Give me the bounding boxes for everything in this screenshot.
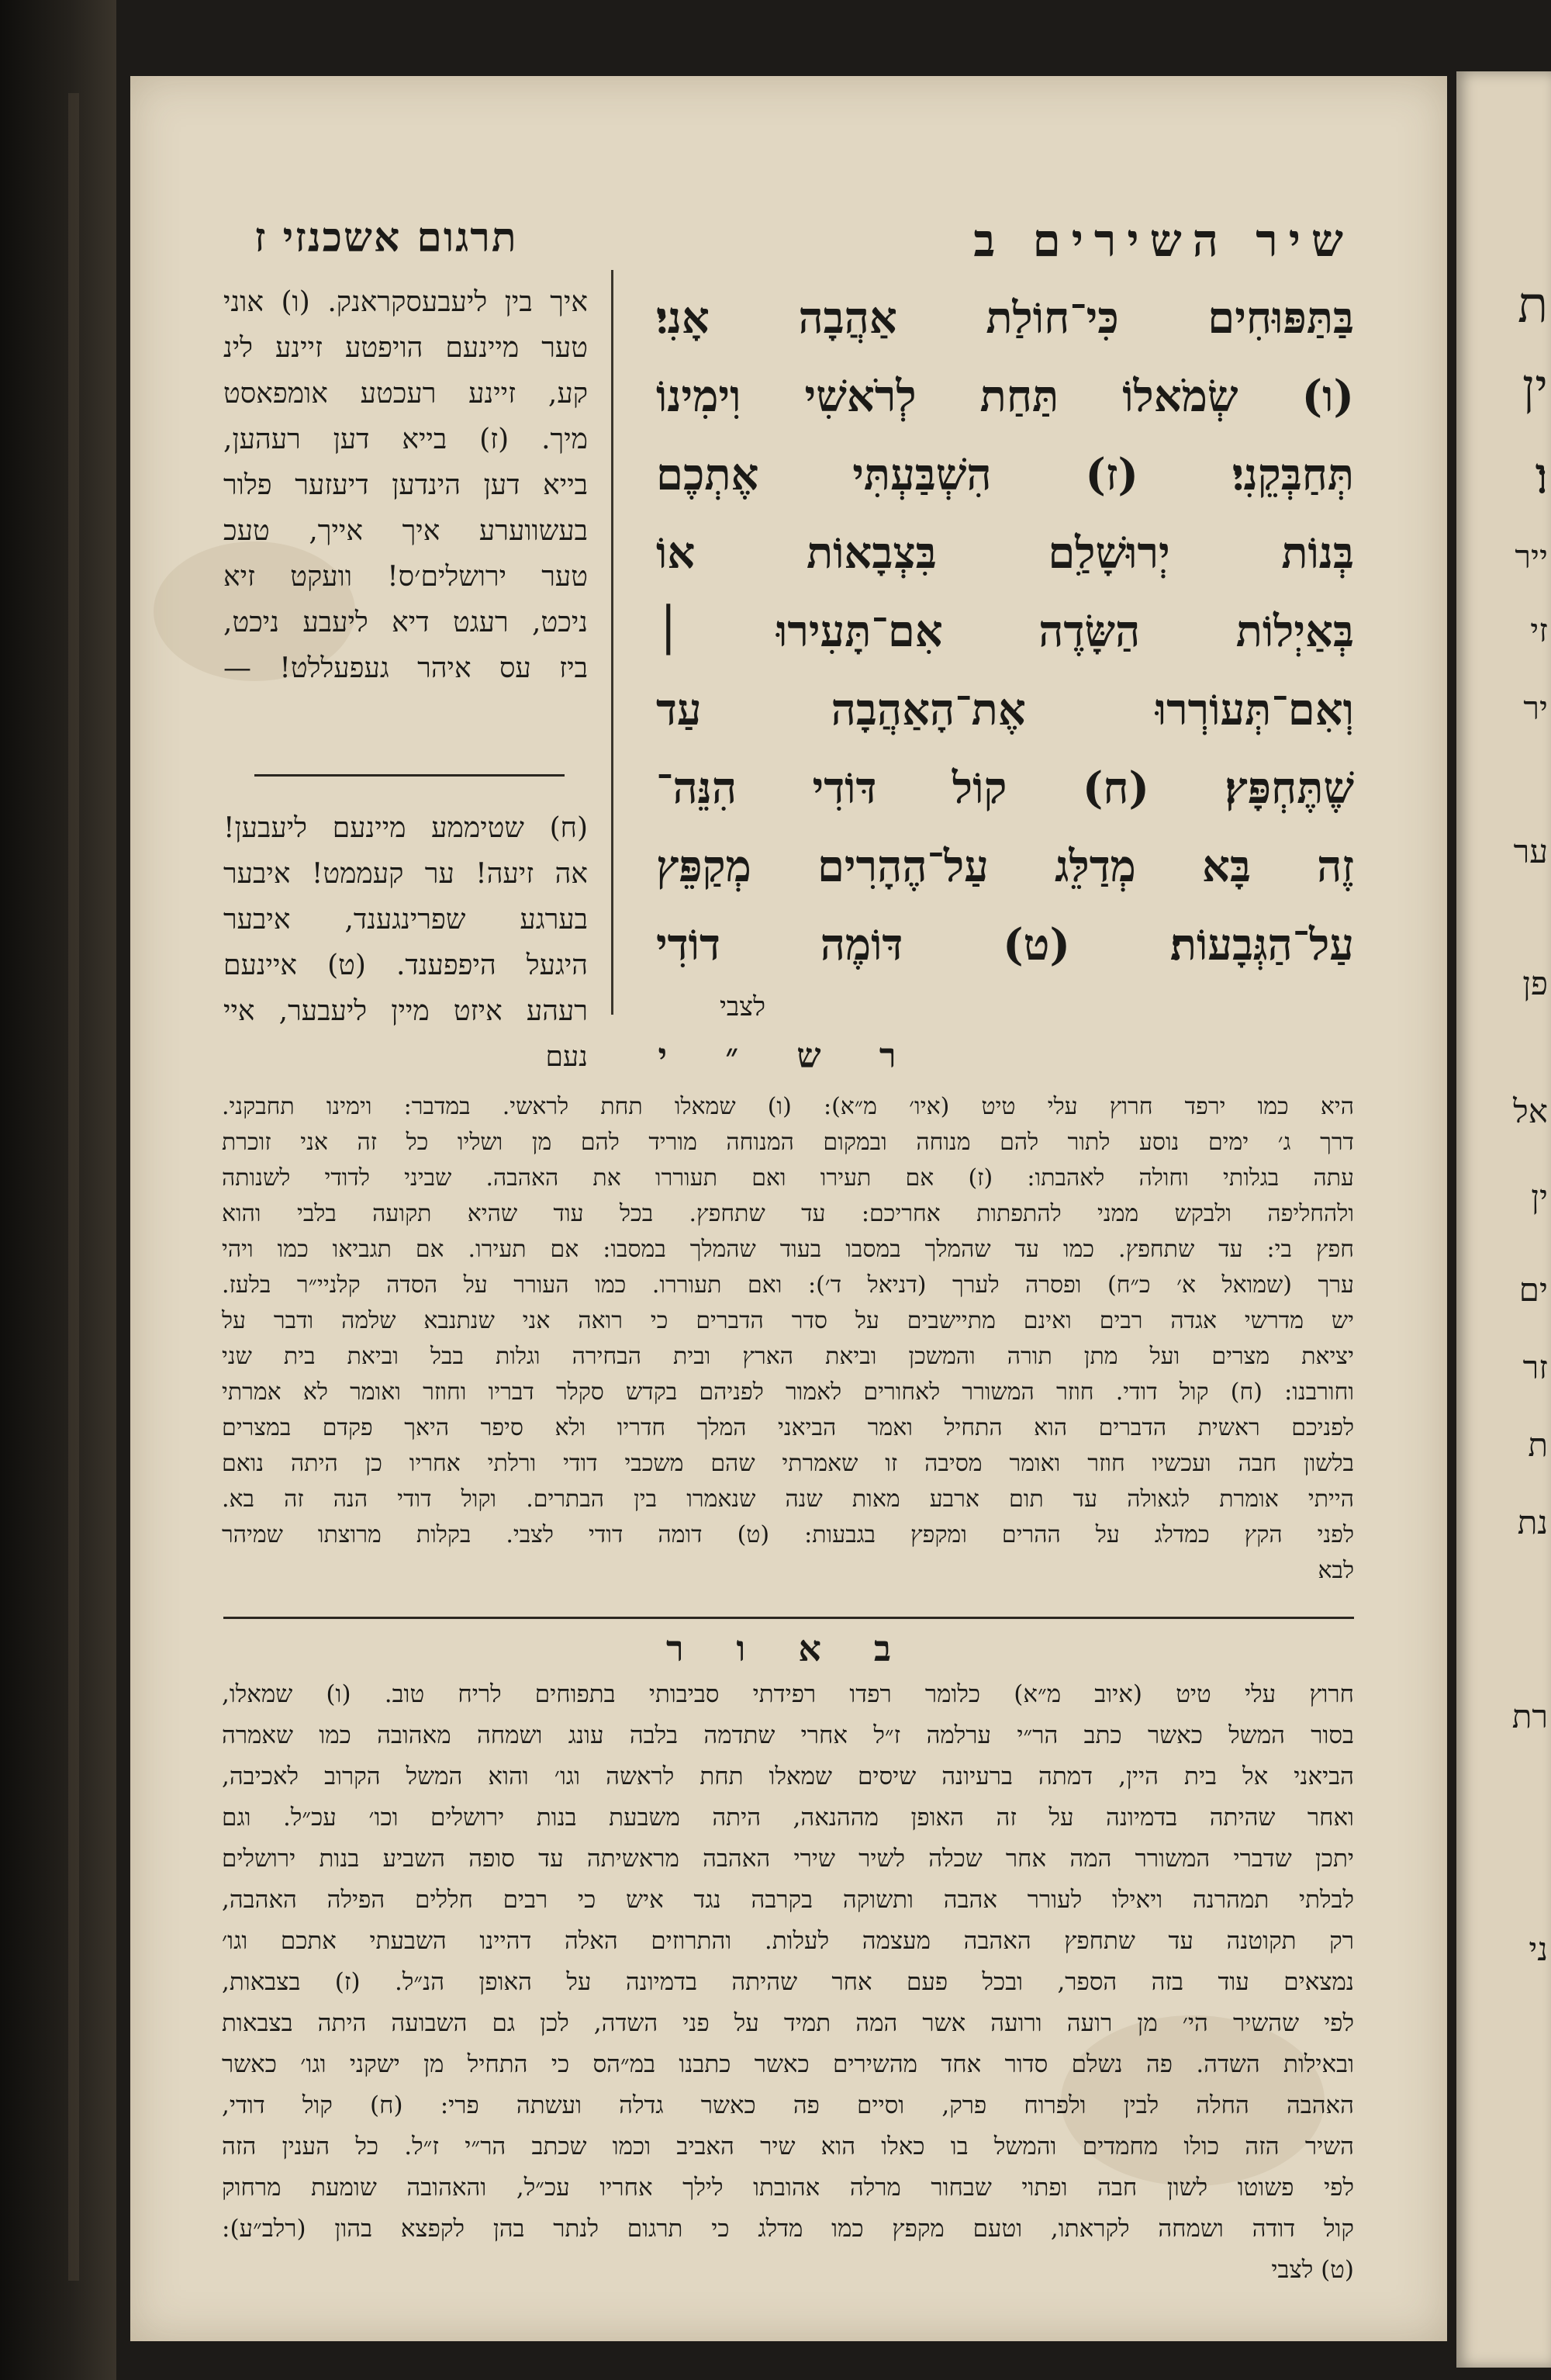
commentary-line: ובאילות השדה. פה נשלם סדור אחד מהשירים כאשר כתבנו במ״הס כי התחיל מן ישקני וגו׳ כאשר xyxy=(222,2050,1354,2078)
translation-line: טער מיינעם הויפטע זיינע לינ xyxy=(223,332,588,364)
book-cover-edge xyxy=(0,0,116,2380)
translation-line: ביז עס איהר געפעללט! — xyxy=(223,652,588,684)
commentary-line: ערך (שמואל א׳ כ״ח) ופסרה לערך (דניאל ד׳): ואם תעוררו. כמו העורר על הסדה קלניי״ר בלעז. xyxy=(222,1271,1354,1299)
commentary-line: לפי פשוטו לשון חבה ופתוי שבחור מרלה אהובתו לילך אחריו עכ״ל, והאהובה שומעת מרחוק xyxy=(222,2174,1354,2202)
facing-fragment: ת xyxy=(1528,1426,1548,1464)
commentary-line: רק תקוטנה עד שתחפץ האהבה מעצמה לעלות. והתרוזים האלה דהיינו השבעתי אתכם וגו׳ xyxy=(222,1927,1354,1955)
translation-line: (ח) שטיממע מיינעם ליעבען! xyxy=(223,812,588,844)
verse-line: תְּחַבְּקֵנִי׃ (ז) הִשְׁבַּעְתִּי אֶתְכֶם xyxy=(656,449,1354,500)
commentary-line: הייתי אומרת לגאולה עד תום ארבע מאות שנה שנאמרו בין הבתרים. וקול דודי הנה זה בא. xyxy=(222,1486,1354,1513)
commentary-line: (ט) לצבי xyxy=(1271,2256,1354,2284)
verse-line: וְאִם־תְּעוֹרְרוּ אֶת־הָאַהֲבָה עַד xyxy=(656,684,1354,735)
commentary-line: השיר הזה כולו מחמדים והמשל בו כאלו הוא שיר האביב וכמו שכתב הר״י ז״ל. כל הענין הזה xyxy=(222,2133,1354,2160)
facing-fragment: ער xyxy=(1513,832,1548,870)
facing-fragment: זי xyxy=(1530,611,1548,649)
column-divider xyxy=(611,270,613,1015)
translation-line: אה זיעה! ער קעממט! איבער xyxy=(223,858,588,890)
biur-commentary xyxy=(222,1674,1354,2291)
rashi-commentary xyxy=(222,1089,1354,1589)
facing-fragment: ייר xyxy=(1515,538,1548,576)
facing-fragment: ני xyxy=(1529,1930,1548,1968)
commentary-line: חרוץ עלי טיט (איוב מ״א) כלומר רפדו רפידתי סביבותי בתפוחים לריח טוב. (ו) שמאלו, xyxy=(222,1680,1354,1708)
commentary-line: לפניכם ראשית הדברים הוא התחיל ואמר הביאני המלך חדריו ולא סיפר היאך פקדם במצרים xyxy=(222,1414,1354,1441)
biur-heading: ב א ו ר xyxy=(665,1628,912,1669)
facing-fragment: ין xyxy=(1531,1178,1548,1216)
commentary-line: לבלתי תמהרנה ויאילו לעורר אהבה ותשוקה בקרבה נגד איש כי רבים חללים הפילה האהבה, xyxy=(222,1886,1354,1914)
commentary-line: נמצאים עוד בזה הספר, ובכל פעם אחר שהיתה בדמיונה על האופן הנ״ל. (ז) בצבאות, xyxy=(222,1968,1354,1996)
commentary-line: ואחר שהיתה בדמיונה על זה האופן מההנאה, היתה משבעת בנות ירושלים וכו׳ עכ״ל. וגם xyxy=(222,1804,1354,1832)
german-translation-a xyxy=(223,279,588,691)
commentary-line: דרך ג׳ ימים נוסע לתור להם מנוחה ובמקום המנוחה מוריד להם מן ושליו כל זה אני זוכרת xyxy=(222,1129,1354,1156)
translation-line: מיך. (ז) בייא דען רעהען, xyxy=(223,424,588,455)
facing-page-edge xyxy=(1456,71,1551,2368)
facing-fragment: ת xyxy=(1517,277,1548,334)
commentary-line: לפני הקץ כמדלג על ההרים ומקפץ בגבעות: (ט) דומה דודי לצבי. בקלות מרוצתו שמיהר xyxy=(222,1521,1354,1548)
book-page xyxy=(130,76,1447,2341)
rashi-heading: ר ש ״ י xyxy=(658,1036,920,1076)
verse-line: בְּאַיְלוֹת הַשָּׂדֶה אִם־תָּעִירוּ ׀ xyxy=(656,606,1354,657)
section-divider xyxy=(223,1617,1354,1619)
commentary-line: בסור המשל כאשר כתב הר״י ערלמה ז״ל אחרי שתדמה בלבה עונג ושמחה מאהובה כמו שאמרה xyxy=(222,1721,1354,1749)
commentary-line: יציאת מצרים ועל מתן תורה והמשכן וביאת הארץ ובית הבחירה וגלות בבל וביאת בית שני xyxy=(222,1343,1354,1370)
translation-line: בייא דען הינדען דיעזער פלור xyxy=(223,469,588,501)
translation-line: בעשווערע איך אייך, טעכ xyxy=(223,515,588,547)
commentary-line: היא כמו ירפד חרוץ עלי טיט (איו׳ מ״א): (ו) שמאלו תחת לראשי. במדבר: וימינו תחבקני. xyxy=(222,1093,1354,1120)
commentary-line: וחורבנו: (ח) קול דודי. חוזר המשורר לאחורים לאמור לפניהם בקדש סקלר דבריו וחוזר ואומר לא אמרתי xyxy=(222,1379,1354,1406)
translation-line: היגעל היפפענד. (ט) איינעם xyxy=(223,950,588,981)
facing-fragment: רת xyxy=(1511,1697,1548,1735)
commentary-line: עתה בגלותי וחולה לאהבתו: (ז) אם תעירו ואם תעוררו את האהבה. שביני לדודי לשנותה xyxy=(222,1164,1354,1192)
translation-line: רעהע איזט מיין ליעבער, איי xyxy=(223,995,588,1027)
commentary-line: חפץ בי: עד שתחפץ. כמו עד שהמלך במסבו בעוד שהמלך במסבו: אם תעירו. אם תגביאו כמו ויהי xyxy=(222,1236,1354,1263)
facing-fragment: זר xyxy=(1522,1348,1548,1386)
facing-fragment: אל xyxy=(1513,1092,1548,1130)
running-head-title: שיר השירים ב xyxy=(973,214,1354,267)
verse-line: בְּנוֹת יְרוּשָׁלַ͏ִם בִּצְבָאוֹת אוֹ xyxy=(656,528,1354,579)
verse-line: שֶׁתֶּחְפָּץ׃ (ח) קוֹל דּוֹדִי הִנֵּה־ xyxy=(656,763,1354,814)
commentary-line: לפי שהשיר הי׳ מן רועה ורועה אשר המה תמיד על פני השדה, לכן גם השבועה היתה בצבאות xyxy=(222,2009,1354,2037)
translation-line: בערגע שפרינגענד, איבער xyxy=(223,904,588,936)
commentary-line: הביאני אל בית היין, דמתה ברעיונה שיסים שמאלו תחת לראשה וגו׳ והוא המשל הקרוב לאכיבה, xyxy=(222,1763,1354,1790)
commentary-line: בלשון חבה ועכשיו חוזר ואומר מסיבה זו שאמרתי שהם משכבי דודי ורלתי אחריו כן היתה נואם xyxy=(222,1450,1354,1477)
translation-line: איך בין ליעבעסקראנק. (ו) אוני xyxy=(223,286,588,318)
verse-catchword: לצבי xyxy=(720,991,766,1022)
facing-fragment: ו׃ xyxy=(1535,448,1548,505)
translation-line: קע, זיינע רעכטע אומפאסט xyxy=(223,378,588,410)
translation-line: ניכט, רעגט דיא ליעבע ניכט, xyxy=(223,607,588,638)
verse-line: עַל־הַגְּבָעוֹת׃ (ט) דּוֹמֶה דוֹדִי xyxy=(656,919,1354,970)
commentary-line: יתכן שדברי המשורר המה אחר שכלה לשיר שירי האהבה מראשיתה עד סופה השביע בנות ירושלים xyxy=(222,1845,1354,1873)
verse-line: זֶה בָּא מְדַלֵּג עַל־הֶהָרִים מְקַפֵּץ xyxy=(656,841,1354,892)
verse-line: (ו) שְׂמֹאלוֹ תַּחַת לְרֹאשִׁי וִימִינוֹ xyxy=(656,371,1354,422)
facing-fragment: פן xyxy=(1522,964,1548,1002)
facing-fragment: ין xyxy=(1522,359,1548,417)
commentary-line: לבא xyxy=(1318,1557,1354,1584)
verse-line: בַּתַּפּוּחִים כִּי־חוֹלַת אַהֲבָה אָנִי׃ xyxy=(656,292,1354,344)
commentary-line: ולהחליפה ולבקש ממני להתפתות אחריכם: עד שתחפץ. בכל עוד שהיא תקועה בלבי והוא xyxy=(222,1200,1354,1227)
facing-fragment: נת xyxy=(1517,1503,1548,1541)
commentary-line: יש מדרשי אגדה רבים ואינם מתיישבים על סדר הדברים כי רואה אני שנתנבא שלמה ודבר על xyxy=(222,1307,1354,1334)
facing-fragment: ים xyxy=(1518,1271,1548,1309)
translation-line: נעם xyxy=(545,1041,588,1073)
book-spine-shadow xyxy=(68,93,79,2281)
commentary-line: האהבה החלה לבין ולפרוח פרק, וסיים פה כאשר גדלה ועשתה פרי: (ח) קול דודי, xyxy=(222,2091,1354,2119)
translation-line: טער ירושלים׳ס! וועקט זיא xyxy=(223,561,588,593)
facing-fragment: יר xyxy=(1523,689,1548,727)
commentary-line: קול דודה ושמחה לקראתו, וטעם מקפץ כמו מדלג כי תרגום לנתר בהן לקפצא בהון (רלב״ע): xyxy=(222,2215,1354,2243)
translation-divider xyxy=(254,774,565,777)
running-head-translation: תרגום אשכנזי ז xyxy=(254,214,518,261)
biblical-verses xyxy=(656,279,1354,984)
